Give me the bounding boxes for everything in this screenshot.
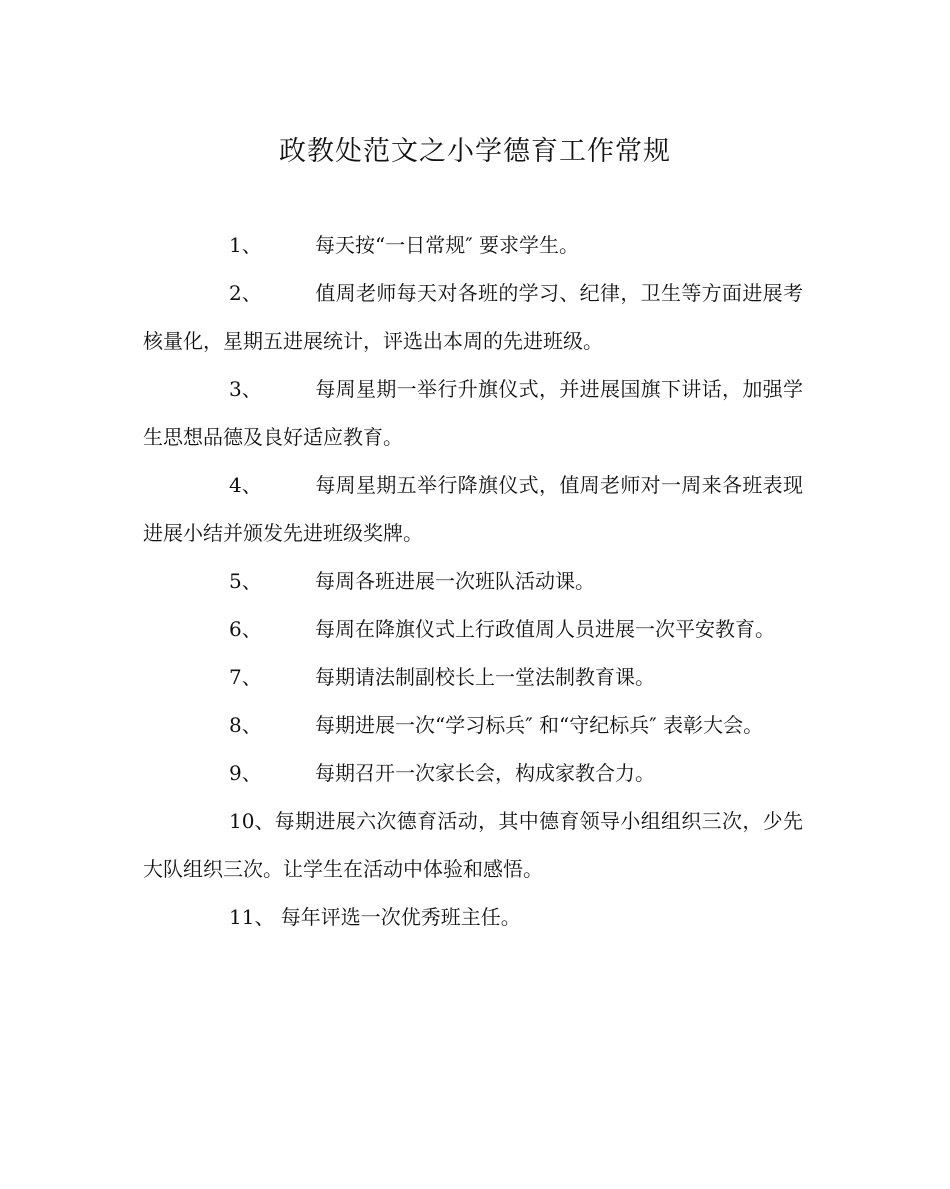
list-item	[143, 269, 803, 365]
item-number: 8、	[229, 713, 262, 737]
item-text: 每期召开一次家长会，构成家教合力。	[315, 761, 655, 785]
list-item	[143, 653, 803, 701]
item-text: 每天按“一日常规″ 要求学生。	[315, 233, 580, 257]
list-item	[143, 749, 803, 797]
list-item	[143, 797, 803, 893]
item-text: 每期请法制副校长上一堂法制教育课。	[315, 665, 655, 689]
item-text: 每年评选一次优秀班主任。	[274, 905, 521, 929]
item-number: 3、	[229, 377, 262, 401]
item-number: 5、	[229, 569, 262, 593]
item-number: 1、	[229, 233, 262, 257]
item-number: 6、	[229, 617, 262, 641]
list-item	[143, 461, 803, 557]
item-text: 每周各班进展一次班队活动课。	[315, 569, 595, 593]
list-item	[143, 221, 803, 269]
list-item	[143, 605, 803, 653]
list-item	[143, 701, 803, 749]
item-number: 10、	[229, 809, 275, 833]
list-item	[143, 893, 803, 941]
item-text: 每周星期五举行降旗仪式，值周老师对一周来各班表现进展小结并颁发先进班级奖牌。	[143, 473, 803, 545]
item-text: 每周在降旗仪式上行政值周人员进展一次平安教育。	[315, 617, 775, 641]
item-text: 每周星期一举行升旗仪式，并进展国旗下讲话，加强学生思想品德及良好适应教育。	[143, 377, 803, 449]
item-number: 7、	[229, 665, 262, 689]
document-title: 政教处范文之小学德育工作常规	[279, 136, 671, 167]
item-number: 4、	[229, 473, 262, 497]
item-number: 9、	[229, 761, 262, 785]
list-item	[143, 365, 803, 461]
list-item	[143, 557, 803, 605]
document-body	[143, 221, 803, 941]
item-text: 每期进展六次德育活动，其中德育领导小组组织三次，少先大队组织三次。让学生在活动中体验和感悟。	[143, 809, 803, 881]
item-number: 11、	[229, 905, 275, 929]
item-number: 2、	[229, 281, 262, 305]
item-text: 值周老师每天对各班的学习、纪律，卫生等方面进展考核量化，星期五进展统计，评选出本周的先进班级。	[143, 281, 803, 353]
item-text: 每期进展一次“学习标兵″ 和“守纪标兵″ 表彰大会。	[315, 713, 764, 737]
